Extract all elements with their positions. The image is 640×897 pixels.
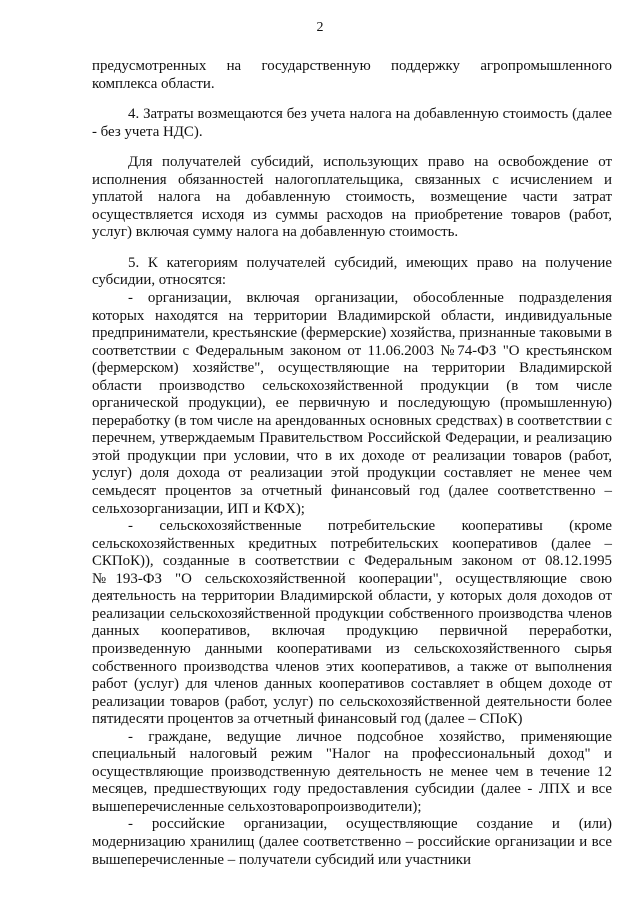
paragraph-recipient-categories: 5. К категориям получателей субсидий, имеющих право на получение субсидии, относятся: [92, 254, 612, 289]
paragraph-vat-exemption: Для получателей субсидий, использующих право на освобождение от исполнения обязанностей налогоплательщика, связанных с исчислением и уплатой налога на добавленную стоимость, возмещение части затрат осуществляется исходя из суммы расходов на приобретение товаров (работ, услуг) включая сумму налога на добавленную стоимость. [92, 154, 612, 241]
paragraph-continuation: предусмотренных на государственную поддержку агропромышленного комплекса области. [92, 58, 612, 92]
list-item-russian-organizations: - российские организации, осуществляющие создание и (или) модернизацию хранилищ (далее соответственно – российские организации и все вышеперечисленные – получатели субсидий или участники [92, 816, 612, 868]
list-item-cooperatives: - сельскохозяйственные потребительские кооперативы (кроме сельскохозяйственных кредитных потребительских кооперативов (далее – СКПоК)), созданные в соответствии с Федеральным законом от 08.12.1995 №193-ФЗ "О сельскохозяйственной кооперации", осуществляющие свою деятельность на территории Владимирской области, у которых доля доходов от реализации сельскохозяйственной продукции собственного производства членов данных кооперативов, включая продукцию первичной переработки, произведенную данными кооперативами из сельскохозяйственного сырья собственного производства членов этих кооперативов, а также от выполнения работ (услуг) для членов данных кооперативов составляет в общем доходе от реализации товаров (работ, услуг) по сельскохозяйственной деятельности более пятидесяти процентов за отчетный финансовый год (далее – СПоК) [92, 518, 612, 728]
list-item-citizens: - граждане, ведущие личное подсобное хозяйство, применяющие специальный налоговый режим "Налог на профессиональный доход" и осуществляющие производственную деятельность не менее чем в течение 12 месяцев, предшествующих году предоставления субсидии (далее - ЛПХ и все вышеперечисленные сельхозтоваропроизводители); [92, 728, 612, 815]
page-number: 2 [316, 20, 324, 35]
document-body [92, 58, 612, 869]
list-item-organizations: - организации, включая организации, обособленные подразделения которых находятся на территории Владимирской области, индивидуальные предприниматели, крестьянские (фермерские) хозяйства, признанные таковыми в соответствии с Федеральным законом от 11.06.2003 №74-ФЗ "О крестьянском (фермерском) хозяйстве", осуществляющие на территории Владимирской области производство сельскохозяйственной продукции (в том числе органической продукции), ее первичную и последующую (промышленную) переработку (в том числе на арендованных основных средствах) в соответствии с перечнем, утверждаемым Правительством Российской Федерации, и реализацию этой продукции при условии, что в их доходе от реализации товаров (работ, услуг) доля дохода от реализации этой продукции составляет не менее чем семьдесят процентов за отчетный финансовый год (далее соответственно – сельхозорганизации, ИП и КФХ); [92, 290, 612, 517]
paragraph-vat-clause: 4. Затраты возмещаются без учета налога на добавленную стоимость (далее - без учета НДС). [92, 106, 612, 140]
